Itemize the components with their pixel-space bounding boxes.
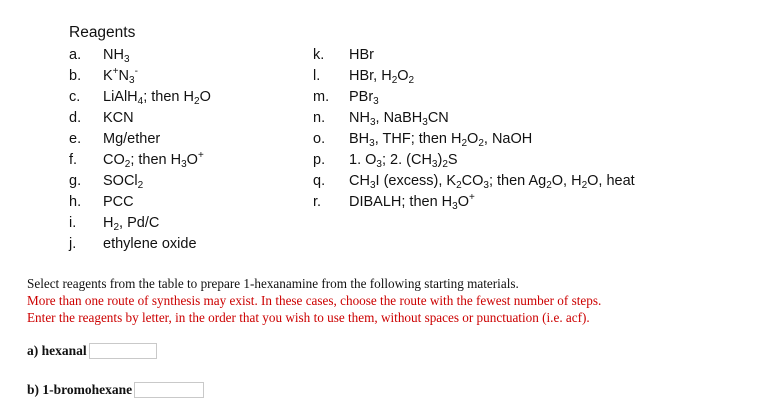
reagent-letter: q. (313, 173, 326, 189)
reagent-letter: o. (313, 131, 326, 147)
reagent-row (69, 45, 211, 66)
instruction-line-2: More than one route of synthesis may exist. In these cases, choose the route with the fewest number of steps. (27, 293, 602, 308)
reagent-row (69, 213, 211, 234)
reagent-letter: k. (313, 47, 325, 63)
reagent-letter: r. (313, 194, 322, 210)
reagent-formula: DIBALH; then $H_3O^+$ (349, 192, 475, 212)
reagent-formula: $NH_3$, NaBH$_3$CN (349, 110, 449, 128)
reagents-left-column (69, 45, 211, 255)
instruction-line-1: Select reagents from the table to prepare 1-hexanamine from the following starting materials. (27, 276, 519, 291)
reagent-letter: b. (69, 68, 82, 84)
reagent-letter: e. (69, 131, 82, 147)
reagent-row (69, 192, 211, 213)
answer-b-input[interactable] (134, 382, 204, 398)
reagents-title: Reagents (69, 24, 136, 41)
reagent-letter: m. (313, 89, 330, 105)
reagent-letter: c. (69, 89, 81, 105)
reagent-letter: a. (69, 47, 82, 63)
question-b (27, 382, 204, 398)
reagent-row (69, 66, 211, 87)
reagent-letter: i. (69, 215, 77, 231)
reagent-formula: PCC (103, 194, 134, 210)
reagent-formula: Mg/ether (103, 131, 161, 147)
instructions (27, 275, 601, 326)
reagent-formula: $H_2$, Pd/C (103, 215, 160, 233)
reagent-letter: n. (313, 110, 326, 126)
reagent-row (69, 129, 211, 150)
reagent-letter: p. (313, 152, 326, 168)
answer-a-input[interactable] (89, 343, 157, 359)
reagent-letter: f. (69, 152, 78, 168)
reagent-formula: 1. $O_3$; 2. $(CH_3)_2S$ (349, 152, 458, 170)
reagent-formula: HBr (349, 47, 374, 63)
reagent-formula: LiAlH$_4$; then $H_2O$ (103, 89, 211, 107)
reagent-row (313, 108, 635, 129)
reagent-row (69, 108, 211, 129)
reagent-formula: ethylene oxide (103, 236, 197, 252)
reagent-row (69, 234, 211, 255)
question-a-label: a) hexanal (27, 343, 87, 358)
reagent-formula: $NH_3$ (103, 47, 130, 65)
reagent-row (313, 129, 635, 150)
reagent-row (69, 171, 211, 192)
reagent-row (313, 45, 635, 66)
reagent-row (313, 171, 635, 192)
reagent-letter: g. (69, 173, 82, 189)
reagent-formula: HBr, $H_2O_2$ (349, 68, 415, 86)
reagent-letter: d. (69, 110, 82, 126)
reagent-formula: SOCl$_2$ (103, 173, 144, 191)
reagent-row (313, 66, 635, 87)
reagent-row (313, 87, 635, 108)
reagent-formula: $K^+N_3^-$ (103, 66, 138, 86)
reagent-row (69, 150, 211, 171)
instruction-line-3: Enter the reagents by letter, in the order that you wish to use them, without spaces or punctuation (i.e. acf). (27, 310, 590, 325)
question-b-label: b) 1-bromohexane (27, 382, 133, 397)
reagent-letter: l. (313, 68, 321, 84)
reagent-formula: $CH_3I$ (excess), $K_2CO_3$; then $Ag_2O$, $H_2O$, heat (349, 173, 635, 191)
question-a (27, 343, 157, 359)
reagent-letter: h. (69, 194, 82, 210)
reagent-formula: $BH_3$, THF; then $H_2O_2$, NaOH (349, 131, 533, 149)
reagent-formula: PBr$_3$ (349, 89, 379, 107)
reagent-formula: $CO_2$; then $H_3O^+$ (103, 150, 204, 170)
reagent-formula: KCN (103, 110, 134, 126)
reagents-right-column (313, 45, 635, 213)
reagent-letter: j. (69, 236, 77, 252)
reagent-row (69, 87, 211, 108)
reagent-row (313, 192, 635, 213)
reagent-row (313, 150, 635, 171)
